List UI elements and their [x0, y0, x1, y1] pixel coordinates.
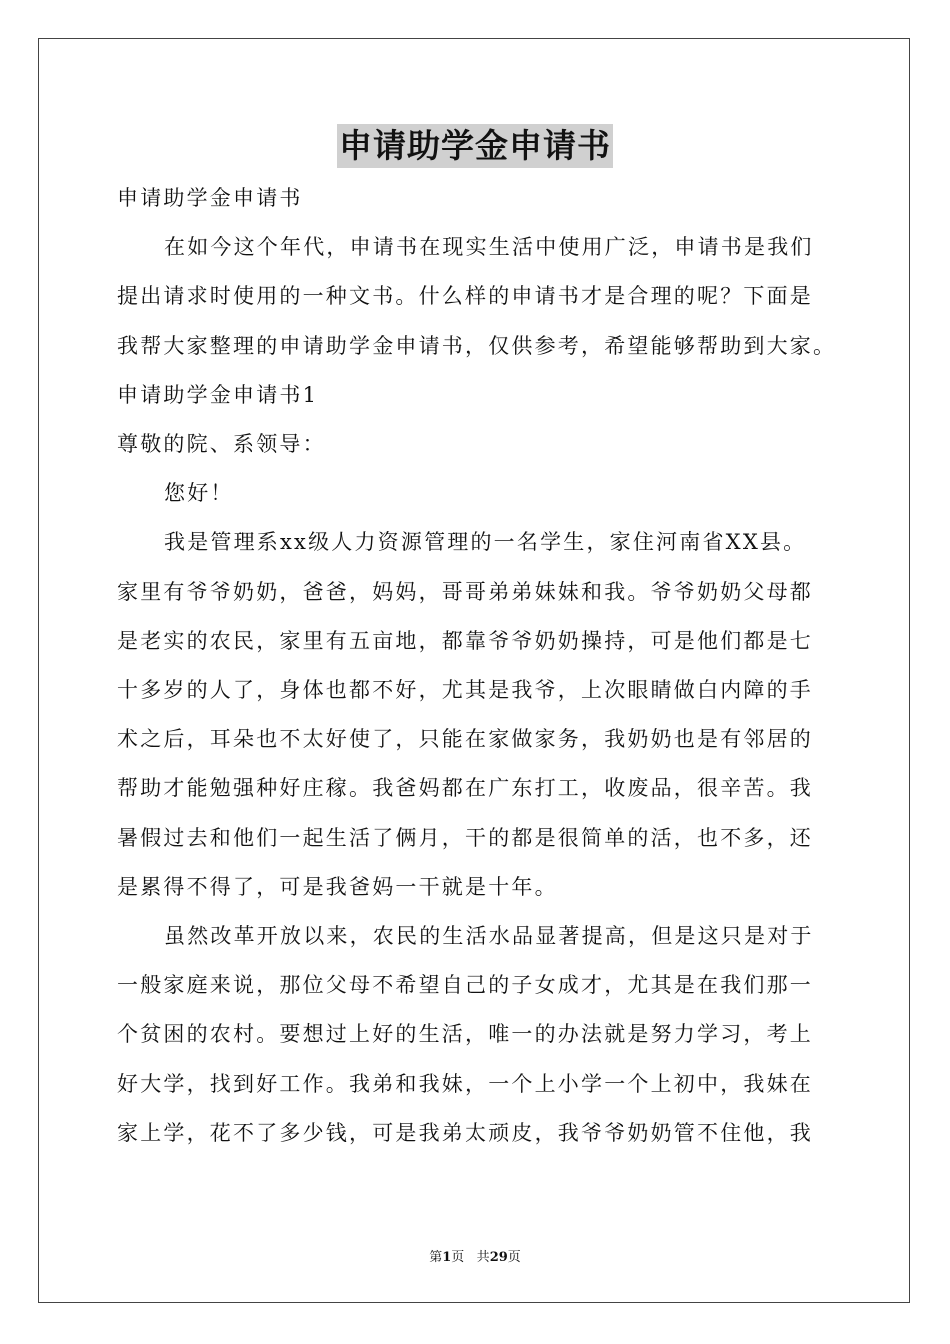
title-wrap	[0, 124, 950, 168]
text-line: 帮助才能勉强种好庄稼。我爸妈都在广东打工，收废品，很辛苦。我	[117, 776, 813, 801]
text-line: 一般家庭来说，那位父母不希望自己的子女成才，尤其是在我们那一	[117, 973, 813, 998]
text-line: 我是管理系xx级人力资源管理的一名学生，家住河南省XX县。	[164, 530, 807, 555]
footer-page-number: 1	[442, 1250, 452, 1265]
text-line: 提出请求时使用的一种文书。什么样的申请书才是合理的呢？下面是	[117, 284, 813, 309]
text-line: 尊敬的院、系领导：	[117, 432, 326, 456]
text-line: 在如今这个年代，申请书在现实生活中使用广泛，申请书是我们	[164, 235, 814, 260]
text-line: 家上学，花不了多少钱，可是我弟太顽皮，我爷爷奶奶管不住他，我	[117, 1120, 813, 1145]
text-line: 是老实的农民，家里有五亩地，都靠爷爷奶奶操持，可是他们都是七	[117, 628, 813, 653]
text-line: 家里有爷爷奶奶，爸爸，妈妈，哥哥弟弟妹妹和我。爷爷奶奶父母都	[117, 579, 813, 604]
footer-page-suffix: 页	[451, 1250, 465, 1265]
text-line: 十多岁的人了，身体也都不好，尤其是我爷，上次眼睛做白内障的手	[117, 678, 813, 702]
text-line: 申请助学金申请书1	[117, 382, 319, 407]
text-line: 好大学，找到好工作。我弟和我妹，一个上小学一个上初中，我妹在	[117, 1071, 813, 1096]
text-line: 我帮大家整理的申请助学金申请书，仅供参考，希望能够帮助到大家。	[117, 333, 837, 358]
page-border	[38, 38, 910, 1303]
text-line: 虽然改革开放以来，农民的生活水品显著提高，但是这只是对于	[164, 924, 814, 948]
footer-total-pages: 29	[489, 1250, 508, 1265]
document-title: 申请助学金申请书	[337, 124, 613, 168]
text-line: 是累得不得了，可是我爸妈一干就是十年。	[117, 874, 558, 899]
page-footer	[0, 1249, 950, 1267]
text-line: 个贫困的农村。要想过上好的生活，唯一的办法就是努力学习，考上	[117, 1022, 813, 1047]
footer-total-suffix: 页	[507, 1250, 521, 1265]
text-line: 术之后，耳朵也不太好使了，只能在家做家务，我奶奶也是有邻居的	[117, 727, 813, 752]
text-line: 您好！	[164, 481, 234, 506]
text-line: 暑假过去和他们一起生活了俩月，干的都是很简单的活，也不多，还	[117, 825, 813, 850]
footer-prefix: 第	[429, 1250, 443, 1265]
footer-total-prefix: 共	[476, 1250, 490, 1265]
text-line: 申请助学金申请书	[117, 186, 303, 210]
